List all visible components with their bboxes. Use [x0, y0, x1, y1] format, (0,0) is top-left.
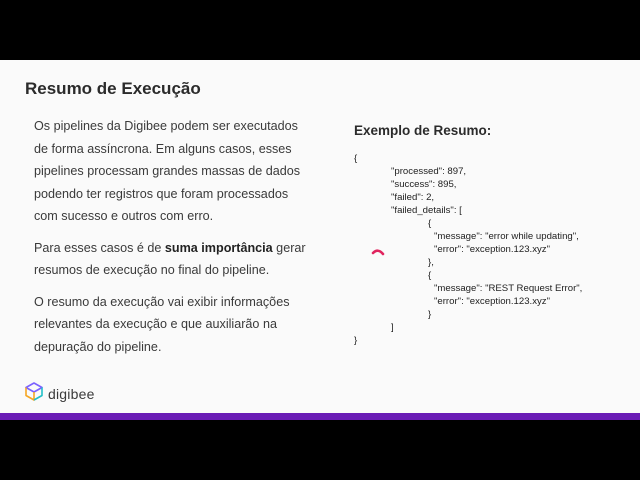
emphasis-text: suma importância	[164, 240, 273, 255]
code-line: {	[428, 270, 432, 281]
digibee-cube-icon	[25, 382, 43, 406]
code-line: "failed": 2,	[391, 192, 435, 203]
presentation-slide	[0, 60, 640, 413]
paragraph-importance	[34, 237, 309, 282]
code-line: "failed_details": [	[391, 205, 462, 216]
description-text	[34, 115, 309, 367]
paragraph-async: Os pipelines da Digibee podem ser executados de forma assíncrona. Em alguns casos, esses pipelines processam grandes massas de dados podendo ter registros que foram processados com sucesso e outros com erro.	[34, 119, 301, 223]
code-line: "success": 895,	[391, 179, 457, 190]
paragraph-summary: O resumo da execução vai exibir informações relevantes da execução e que auxiliarão na depuração do pipeline.	[34, 294, 290, 354]
code-line: "error": "exception.123.xyz"	[434, 244, 551, 255]
code-line: {	[354, 153, 358, 164]
code-line: }	[354, 335, 358, 346]
code-line: }	[428, 309, 432, 320]
code-line: "error": "exception.123.xyz"	[434, 296, 551, 307]
code-line: {	[428, 218, 432, 229]
example-title: Exemplo de Resumo:	[354, 123, 492, 138]
digibee-logo	[25, 382, 95, 406]
paragraph-importance-before: Para esses casos é de	[34, 240, 165, 255]
slide-title: Resumo de Execução	[25, 79, 201, 98]
paragraph-importance-after: gerar resumos de execução no final do pipeline.	[34, 240, 306, 277]
logo-text: digibee	[48, 386, 95, 402]
loading-cursor-icon	[371, 244, 385, 262]
accent-bar	[0, 413, 640, 420]
code-line: },	[428, 257, 434, 268]
code-line: "message": "REST Request Error",	[434, 283, 583, 294]
code-line: "message": "error while updating",	[434, 231, 579, 242]
code-line: "processed": 897,	[391, 166, 467, 177]
code-line: ]	[391, 322, 394, 333]
